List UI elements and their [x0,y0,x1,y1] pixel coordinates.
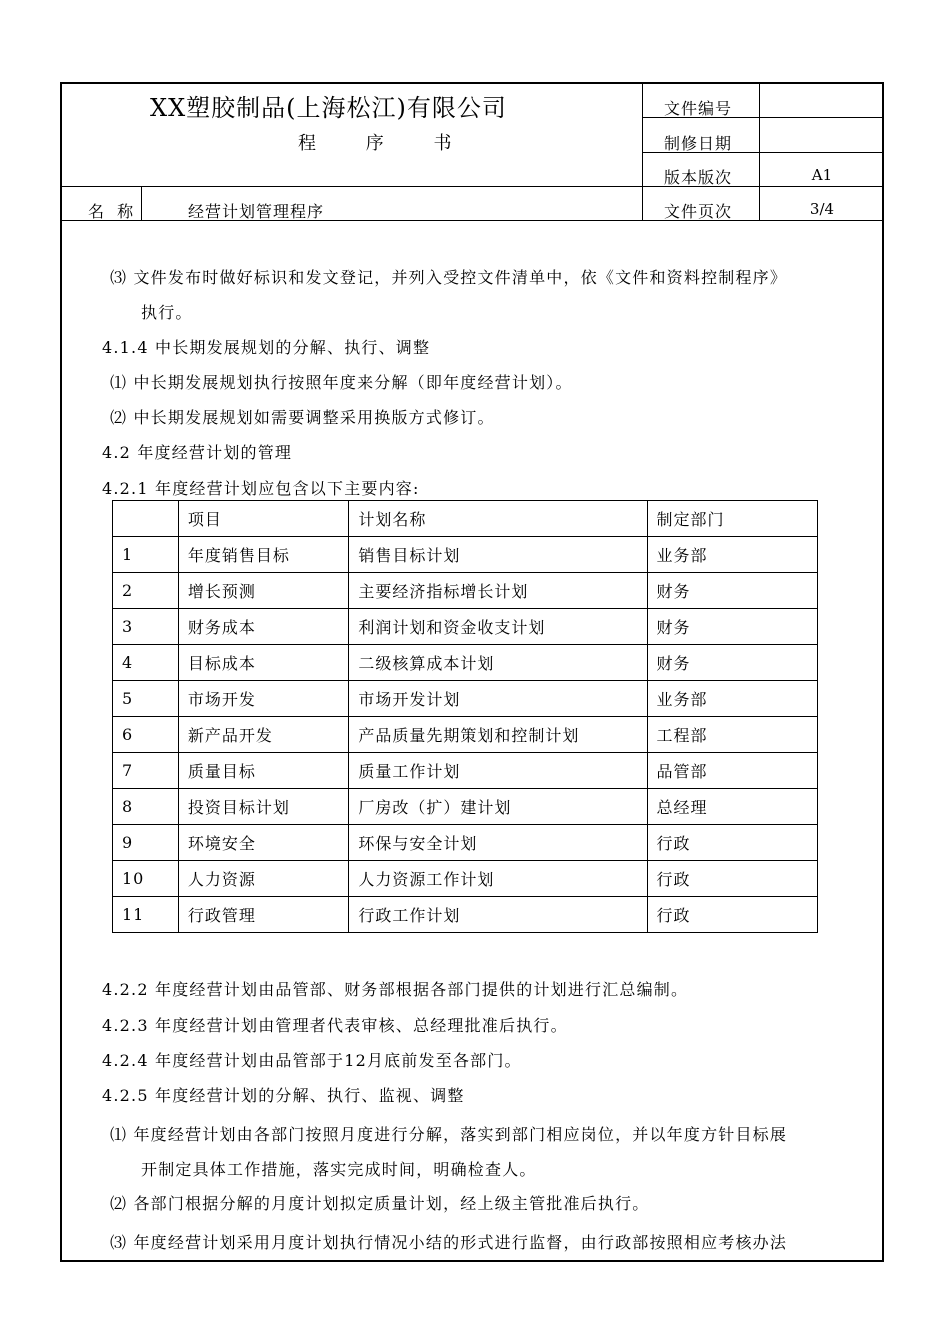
table-cell: 人力资源 [178,861,348,897]
table-cell: 1 [113,537,179,573]
section-4-2-1-heading: 4.2.1 年度经营计划应包含以下主要内容: [102,479,420,498]
table-cell: 7 [113,753,179,789]
section-4-2-3: 4.2.3 年度经营计划由管理者代表审核、总经理批准后执行。 [102,1016,568,1035]
company-name: XX塑胶制品(上海松江)有限公司 [150,94,507,122]
name-label: 名 称 [88,202,135,221]
table-cell: 行政管理 [178,897,348,933]
table-cell: 财务成本 [178,609,348,645]
table-cell: 投资目标计划 [178,789,348,825]
table-cell: 目标成本 [178,645,348,681]
paragraph-2-item: ⑵ 中长期发展规划如需要调整采用换版方式修订。 [110,408,495,427]
section-4-2-4: 4.2.4 年度经营计划由品管部于12月底前发至各部门。 [102,1051,522,1070]
header-divider-3 [60,186,884,187]
table-cell: 主要经济指标增长计划 [349,573,647,609]
table-cell: 总经理 [647,789,818,825]
table-cell: 业务部 [647,681,818,717]
table-cell: 人力资源工作计划 [349,861,647,897]
table-cell: 厂房改（扩）建计划 [349,789,647,825]
table-cell: 产品质量先期策划和控制计划 [349,717,647,753]
item-2-paragraph: ⑵ 各部门根据分解的月度计划拟定质量计划，经上级主管批准后执行。 [110,1194,650,1213]
table-cell: 市场开发计划 [349,681,647,717]
table-cell: 利润计划和资金收支计划 [349,609,647,645]
table-cell: 环境安全 [178,825,348,861]
table-row [113,861,818,897]
table-cell: 11 [113,897,179,933]
table-row [113,789,818,825]
table-cell: 行政 [647,825,818,861]
table-row [113,897,818,933]
table-cell: 品管部 [647,753,818,789]
section-4-2-5-heading: 4.2.5 年度经营计划的分解、执行、监视、调整 [102,1086,465,1105]
table-row [113,717,818,753]
table-header-cell: 项目 [178,501,348,537]
paragraph-3-item-cont: 执行。 [141,303,193,322]
table-cell: 市场开发 [178,681,348,717]
item-1-paragraph: ⑴ 年度经营计划由各部门按照月度进行分解，落实到部门相应岗位，并以年度方针目标展 [110,1125,788,1144]
procedure-name: 经营计划管理程序 [188,202,325,221]
section-4-1-4-heading: 4.1.4 中长期发展规划的分解、执行、调整 [102,338,431,357]
version-label: 版本版次 [664,168,733,187]
table-cell: 新产品开发 [178,717,348,753]
table-header-row [113,501,818,537]
table-cell: 3 [113,609,179,645]
table-cell: 增长预测 [178,573,348,609]
section-4-2-heading: 4.2 年度经营计划的管理 [102,443,293,462]
item-3-paragraph: ⑶ 年度经营计划采用月度计划执行情况小结的形式进行监督，由行政部按照相应考核办法 [110,1233,788,1252]
doc-number-label: 文件编号 [664,99,733,118]
paragraph-3-item: ⑶ 文件发布时做好标识和发文登记，并列入受控文件清单中，依《文件和资料控制程序》 [110,268,788,287]
table-cell: 工程部 [647,717,818,753]
table-cell: 2 [113,573,179,609]
paragraph-1-item: ⑴ 中长期发展规划执行按照年度来分解（即年度经营计划）。 [110,373,573,392]
table-cell: 8 [113,789,179,825]
table-cell: 财务 [647,645,818,681]
table-header-cell: 计划名称 [349,501,647,537]
table-row [113,645,818,681]
name-label-divider [141,186,142,220]
table-cell: 销售目标计划 [349,537,647,573]
table-row [113,825,818,861]
table-header-cell [113,501,179,537]
header-column-divider-1 [642,82,643,220]
annual-plan-table [112,500,818,933]
item-1-paragraph-cont: 开制定具体工作措施，落实完成时间，明确检查人。 [141,1160,537,1179]
table-cell: 环保与安全计划 [349,825,647,861]
table-row [113,681,818,717]
section-4-2-2: 4.2.2 年度经营计划由品管部、财务部根据各部门提供的计划进行汇总编制。 [102,980,689,999]
table-cell: 10 [113,861,179,897]
document-type-title: 程 序 书 [298,133,474,154]
table-cell: 二级核算成本计划 [349,645,647,681]
table-cell: 5 [113,681,179,717]
table-header-cell: 制定部门 [647,501,818,537]
table-cell: 财务 [647,573,818,609]
page-value: 3/4 [809,200,835,218]
table-row [113,753,818,789]
table-cell: 年度销售目标 [178,537,348,573]
table-row [113,609,818,645]
table-cell: 行政 [647,861,818,897]
table-cell: 行政工作计划 [349,897,647,933]
table-cell: 4 [113,645,179,681]
table-cell: 财务 [647,609,818,645]
version-value: A1 [811,166,833,184]
table-cell: 质量工作计划 [349,753,647,789]
table-cell: 行政 [647,897,818,933]
table-row [113,573,818,609]
table-cell: 9 [113,825,179,861]
header-bottom-divider [60,220,884,221]
table-cell: 质量目标 [178,753,348,789]
table-cell: 6 [113,717,179,753]
revision-date-label: 制修日期 [664,134,733,153]
page-label: 文件页次 [664,202,733,221]
table-cell: 业务部 [647,537,818,573]
table-row [113,537,818,573]
